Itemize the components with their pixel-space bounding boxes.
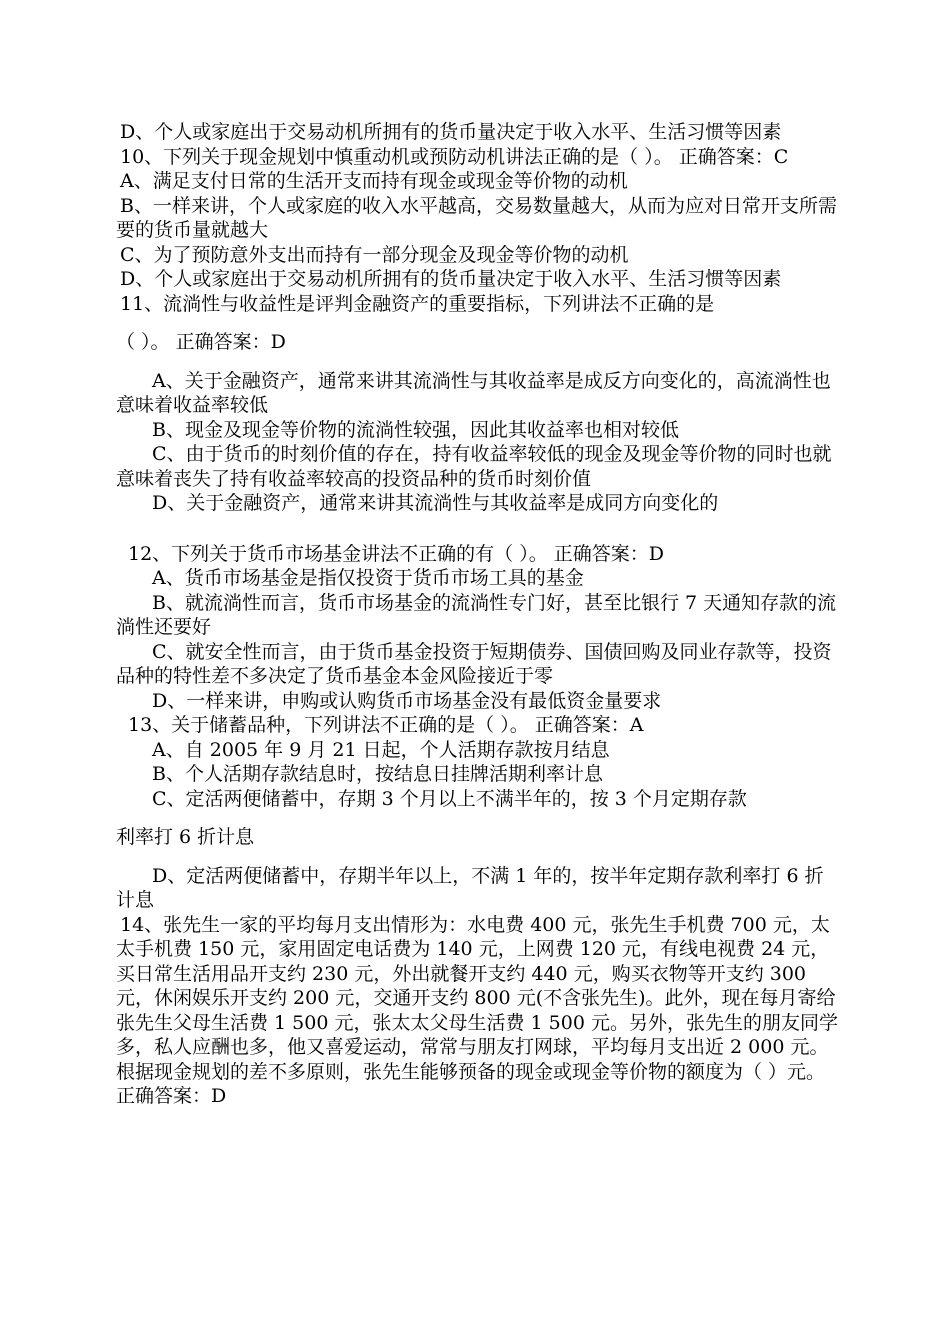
option-c-q13: C、定活两便储蓄中，存期 3 个月以上不满半年的，按 3 个月定期存款	[152, 787, 747, 810]
option-b-q10: B、一样来讲，个人或家庭的收入水平越高，交易数量越大，从而为应对日常开支所需要的货币量就越大	[116, 194, 837, 241]
option-c-q11: C、由于货币的时刻价值的存在，持有收益率较低的现金及现金等价物的同时也就意味着丧失了持有收益率较高的投资品种的货币时刻价值	[116, 443, 832, 490]
option-b-q11: B、现金及现金等价物的流淌性较强，因此其收益率也相对较低	[152, 418, 679, 441]
option-c-q10: C、为了预防意外支出而持有一部分现金及现金等价物的动机	[120, 243, 629, 266]
option-d-q11: D、关于金融资产，通常来讲其流淌性与其收益率是成同方向变化的	[152, 492, 719, 514]
option-b-q13: B、个人活期存款结息时，按结息日挂牌活期利率计息	[152, 763, 603, 785]
question-11: 11、流淌性与收益性是评判金融资产的重要指标，下列讲法不正确的是	[120, 292, 715, 315]
option-c-q13-continued: 利率打 6 折计息	[116, 826, 255, 848]
document-body	[116, 120, 840, 1109]
option-a-q11: A、关于金融资产，通常来讲其流淌性与其收益率是成反方向变化的，高流淌性也意味着收益率较低	[116, 369, 831, 416]
option-d-q13: D、定活两便储蓄中，存期半年以上，不满 1 年的，按半年定期存款利率打 6 折计息	[116, 864, 824, 911]
option-a-q10: A、满足支付日常的生活开支而持有现金或现金等价物的动机	[120, 170, 628, 192]
option-a-q12: A、货币市场基金是指仅投资于货币市场工具的基金	[152, 567, 584, 589]
option-d-q10: D、个人或家庭出于交易动机所拥有的货币量决定于收入水平、生活习惯等因素	[120, 268, 782, 290]
question-14: 14、张先生一家的平均每月支出情形为：水电费 400 元，张先生手机费 700 元，太太手机费 150 元，家用固定电话费为 140 元，上网费 120 元，有线电视费 24 元，买日常生活用品开支约 230 元，外出就餐开支约 440 元，购买衣物等开支约 300 元，休闲娱乐开支约 200 元，交通开支约 800 元(不含张先生)。此外，现在每月寄给张先生父母生活费 1 500 元，张太太父母生活费 1 500 元。另外，张先生的朋友同学多，私人应酬也多，他又喜爱运动，常常与朋友打网球，平均每月支出近 2 000 元。根据现金规划的差不多原则，张先生能够预备的现金或现金等价物的额度为（ ）元。 正确答案：D	[116, 913, 838, 1107]
question-11-answer: （ ）。 正确答案：D	[116, 331, 286, 353]
option-c-q12: C、就安全性而言，由于货币基金投资于短期债券、国债回购及同业存款等，投资品种的特性差不多决定了货币基金本金风险接近于零	[116, 640, 832, 687]
option-d-q12: D、一样来讲，申购或认购货币市场基金没有最低资金量要求	[152, 689, 662, 712]
option-b-q12: B、就流淌性而言，货币市场基金的流淌性专门好，甚至比银行 7 天通知存款的流淌性还要好	[116, 591, 837, 638]
option-a-q13: A、自 2005 年 9 月 21 日起，个人活期存款按月结息	[152, 738, 610, 761]
question-10: 10、下列关于现金规划中慎重动机或预防动机讲法正确的是（ ）。 正确答案：C	[120, 145, 789, 168]
question-13: 13、关于储蓄品种，下列讲法不正确的是（ ）。 正确答案：A	[128, 714, 644, 736]
question-12: 12、下列关于货币市场基金讲法不正确的有（ ）。 正确答案：D	[128, 542, 664, 565]
option-d-q9: D、个人或家庭出于交易动机所拥有的货币量决定于收入水平、生活习惯等因素	[120, 121, 782, 143]
